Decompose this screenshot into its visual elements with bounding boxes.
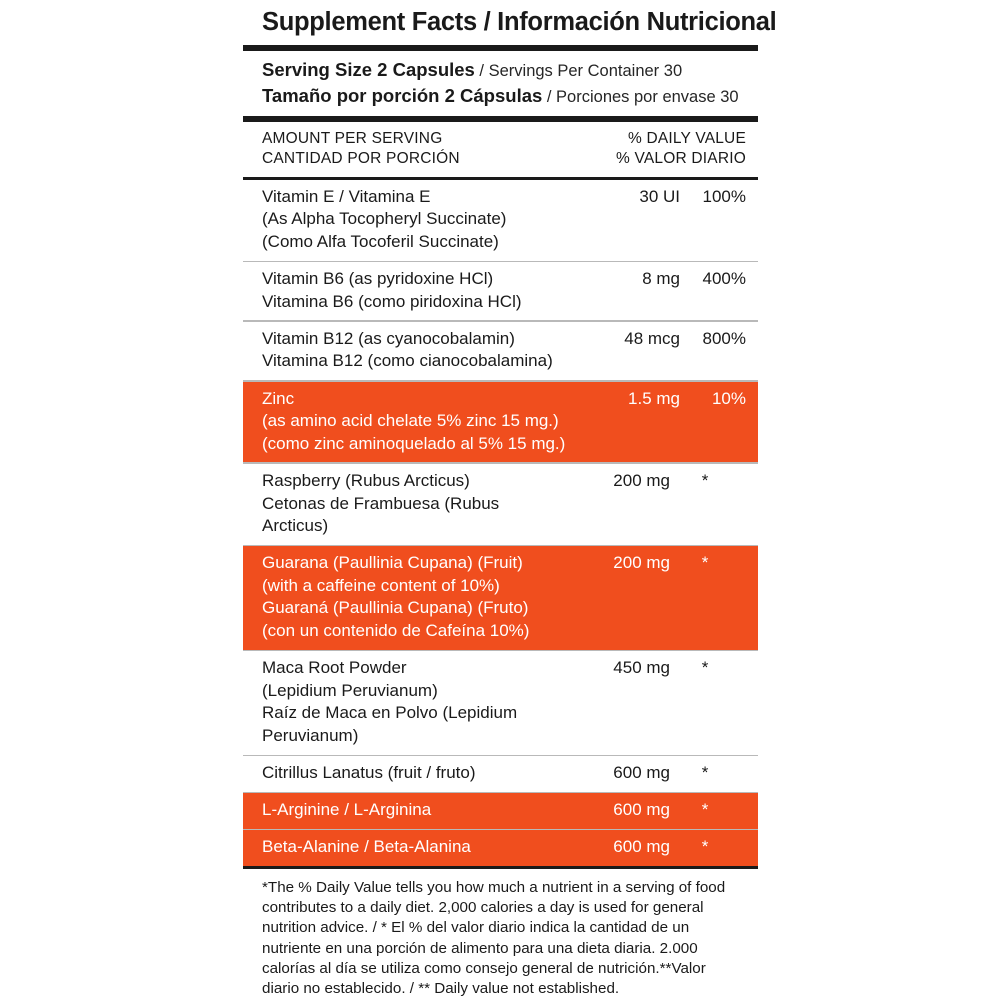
table-row	[243, 382, 758, 463]
nutrient-name-line: Vitamina B6 (como piridoxina HCl)	[262, 291, 522, 311]
nutrient-daily-value: *	[701, 470, 709, 490]
nutrient-name-line: Vitamin E / Vitamina E	[262, 186, 431, 206]
nutrient-name-line: Vitamin B12 (as cyanocobalamin)	[262, 328, 515, 348]
nutrient-name-line: Raíz de Maca en Polvo (Lepidium Peruvianum)	[262, 703, 518, 745]
nutrient-daily-value: 10%	[711, 388, 746, 408]
nutrient-table	[243, 180, 758, 866]
nutrient-daily-value: *	[701, 553, 709, 573]
nutrient-name-line: Vitamin B6 (as pyridoxine HCl)	[262, 269, 494, 289]
amount-header-en: AMOUNT PER SERVING	[262, 129, 443, 147]
amount-header	[262, 129, 460, 170]
daily-value-header-en: % DAILY VALUE	[627, 129, 746, 147]
nutrient-name-line: (as amino acid chelate 5% zinc 15 mg.)	[262, 411, 559, 431]
table-column-headers	[243, 122, 758, 177]
page-title: Supplement Facts / Información Nutricional	[262, 8, 777, 36]
nutrient-daily-value: *	[701, 658, 709, 678]
nutrient-name	[243, 328, 578, 373]
nutrient-daily-value: *	[701, 763, 709, 783]
serving-line-en	[262, 57, 758, 83]
nutrient-name-line: Guaraná (Paullinia Cupana) (Fruto)	[262, 598, 529, 618]
nutrient-daily-value: 100%	[702, 186, 746, 206]
nutrient-amount: 600 mg	[613, 800, 670, 820]
nutrient-name-line: (con un contenido de Cafeína 10%)	[262, 621, 530, 641]
nutrient-name-line: L-Arginine / L-Arginina	[262, 800, 432, 820]
nutrient-name	[243, 186, 578, 254]
nutrient-amount: 1.5 mg	[628, 388, 680, 408]
nutrient-amount: 600 mg	[613, 837, 670, 857]
nutrient-amount: 600 mg	[613, 763, 670, 783]
nutrient-name-line: Zinc	[262, 388, 295, 408]
table-row	[243, 793, 758, 829]
nutrient-daily-value: 400%	[702, 269, 746, 289]
nutrient-name	[243, 799, 568, 822]
table-row	[243, 262, 758, 320]
nutrient-name-line: Raspberry (Rubus Arcticus)	[262, 470, 470, 490]
table-row	[243, 651, 758, 754]
nutrient-name	[243, 470, 568, 538]
nutrient-name	[243, 268, 578, 313]
nutrient-name-line: Citrillus Lanatus (fruit / fruto)	[262, 763, 476, 783]
table-row	[243, 322, 758, 380]
table-row	[243, 756, 758, 792]
serving-line-es	[262, 83, 758, 109]
table-row	[243, 180, 758, 261]
nutrient-name-line: (Como Alfa Tocoferil Succinate)	[262, 232, 499, 252]
nutrient-amount: 200 mg	[613, 553, 670, 573]
serving-size-en: Serving Size 2 Capsules	[262, 59, 475, 80]
nutrient-name-line: (Lepidium Peruvianum)	[262, 680, 438, 700]
nutrient-name-line: Maca Root Powder	[262, 658, 407, 678]
nutrient-name-line: Vitamina B12 (como cianocobalamina)	[262, 351, 553, 371]
nutrient-amount: 30 UI	[639, 186, 680, 206]
nutrient-name	[243, 657, 568, 747]
nutrient-amount: 450 mg	[613, 658, 670, 678]
nutrient-name-line: (As Alpha Tocopheryl Succinate)	[262, 209, 507, 229]
nutrient-name-line: Beta-Alanine / Beta-Alanina	[262, 837, 471, 857]
nutrient-name	[243, 836, 568, 859]
nutrient-daily-value: *	[701, 800, 709, 820]
footnote: *The % Daily Value tells you how much a nutrient in a serving of food contributes to a daily diet. 2,000 calories a day is used for general nutrition advice. / * El % del valor diario indica la cantidad de un nutriente en una porción de alimento para una dieta diaria. 2.000 calorías al día se utiliza como consejo general de nutrición.**Valor diario no establecido. / ** Daily value not established.	[262, 878, 726, 998]
nutrient-amount: 200 mg	[613, 470, 670, 490]
daily-value-header	[616, 129, 746, 170]
serving-size-es: Tamaño por porción 2 Cápsulas	[262, 84, 543, 106]
serving-info	[243, 51, 758, 116]
nutrient-name-line: Cetonas de Frambuesa (Rubus Arcticus)	[262, 493, 500, 536]
nutrient-name-line: Guarana (Paullinia Cupana) (Fruit)	[262, 553, 523, 573]
nutrient-name-line: (como zinc aminoquelado al 5% 15 mg.)	[262, 433, 566, 453]
nutrient-daily-value: 800%	[702, 328, 746, 348]
supplement-facts-panel	[243, 0, 777, 1005]
nutrient-amount: 8 mg	[642, 269, 680, 289]
daily-value-header-es: % VALOR DIARIO	[616, 150, 746, 168]
nutrient-name	[243, 762, 568, 785]
servings-per-container-es: / Porciones por envase 30	[542, 87, 739, 106]
table-row	[243, 546, 758, 649]
table-row	[243, 830, 758, 866]
amount-header-es: CANTIDAD POR PORCIÓN	[262, 150, 460, 168]
servings-per-container-en: / Servings Per Container 30	[474, 62, 683, 80]
nutrient-daily-value: *	[701, 837, 709, 857]
table-row	[243, 464, 758, 545]
nutrient-name	[243, 552, 568, 642]
nutrient-name-line: (with a caffeine content of 10%)	[262, 575, 500, 595]
nutrient-amount: 48 mcg	[624, 328, 680, 348]
nutrient-name	[243, 388, 578, 456]
